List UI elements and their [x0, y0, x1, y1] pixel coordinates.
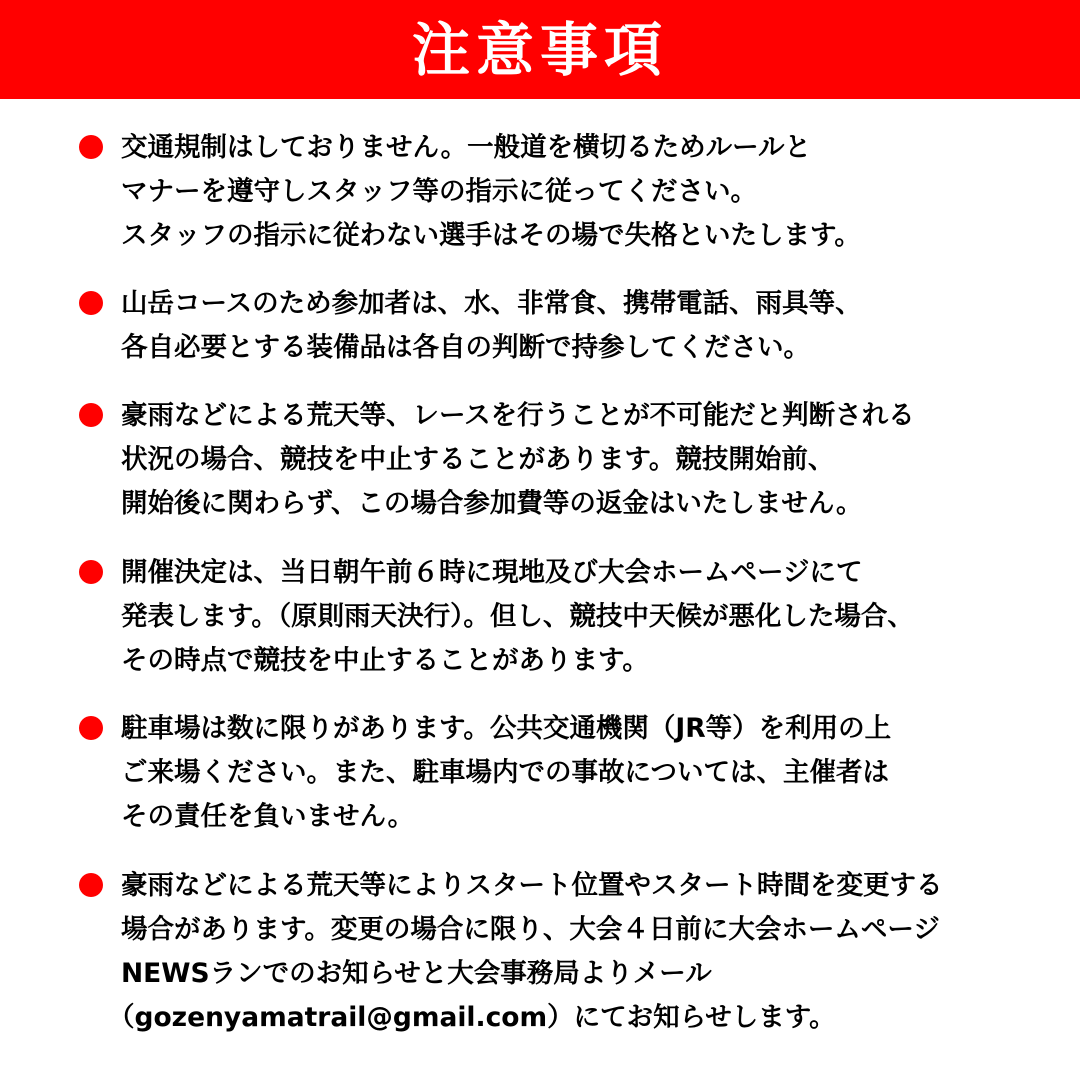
notice-text-line: 各自必要とする装備品は各自の判断で持参してください。 — [121, 332, 810, 363]
notice-text-line: 場合があります。変更の場合に限り、大会４日前に大会ホームページ — [121, 914, 940, 945]
notice-text-line: 交通規制はしておりません。一般道を横切るためルールと — [121, 132, 812, 163]
notice-text-line: その責任を負いません。 — [121, 801, 415, 832]
page-title: 注意事項 — [411, 15, 668, 84]
notice-text-line: NEWSランでのお知らせと大会事務局よりメール — [121, 958, 712, 989]
notice-text-line: 山岳コースのため参加者は、水、非常食、携帯電話、雨具等、 — [121, 288, 862, 319]
notice-text-line: マナーを遵守しスタッフ等の指示に従ってください。 — [121, 176, 757, 207]
notice-text-line: 駐車場は数に限りがあります。公共交通機関（JR等）を利用の上 — [121, 713, 892, 744]
bullet-dot-icon — [79, 873, 103, 897]
notice-text-line: 発表します。（原則雨天決行）。但し、競技中天候が悪化した場合、 — [121, 601, 914, 632]
bullet-dot-icon — [79, 291, 103, 315]
notice-text-line: 開催決定は、当日朝午前６時に現地及び大会ホームページにて — [121, 557, 863, 588]
bullet-dot-icon — [79, 135, 103, 159]
notice-text-line: 開始後に関わらず、この場合参加費等の返金はいたしません。 — [121, 488, 863, 519]
notice-text-line: スタッフの指示に従わない選手はその場で失格といたします。 — [121, 220, 861, 251]
bullet-dot-icon — [79, 403, 103, 427]
notice-text-line: 豪雨などによる荒天等、レースを行うことが不可能だと判断される — [121, 400, 915, 431]
notice-text-line: 状況の場合、競技を中止することがあります。競技開始前、 — [121, 444, 835, 475]
bullet-dot-icon — [79, 716, 103, 740]
bullet-dot-icon — [79, 560, 103, 584]
notice-text-line: ご来場ください。また、駐車場内での事故については、主催者は — [121, 757, 889, 788]
notice-text-line: その時点で競技を中止することがあります。 — [121, 645, 649, 676]
notice-text-line-email: （gozenyamatrail@gmail.com）にてお知らせします。 — [108, 1002, 836, 1033]
notice-text-line: 豪雨などによる荒天等によりスタート位置やスタート時間を変更する — [121, 870, 943, 901]
